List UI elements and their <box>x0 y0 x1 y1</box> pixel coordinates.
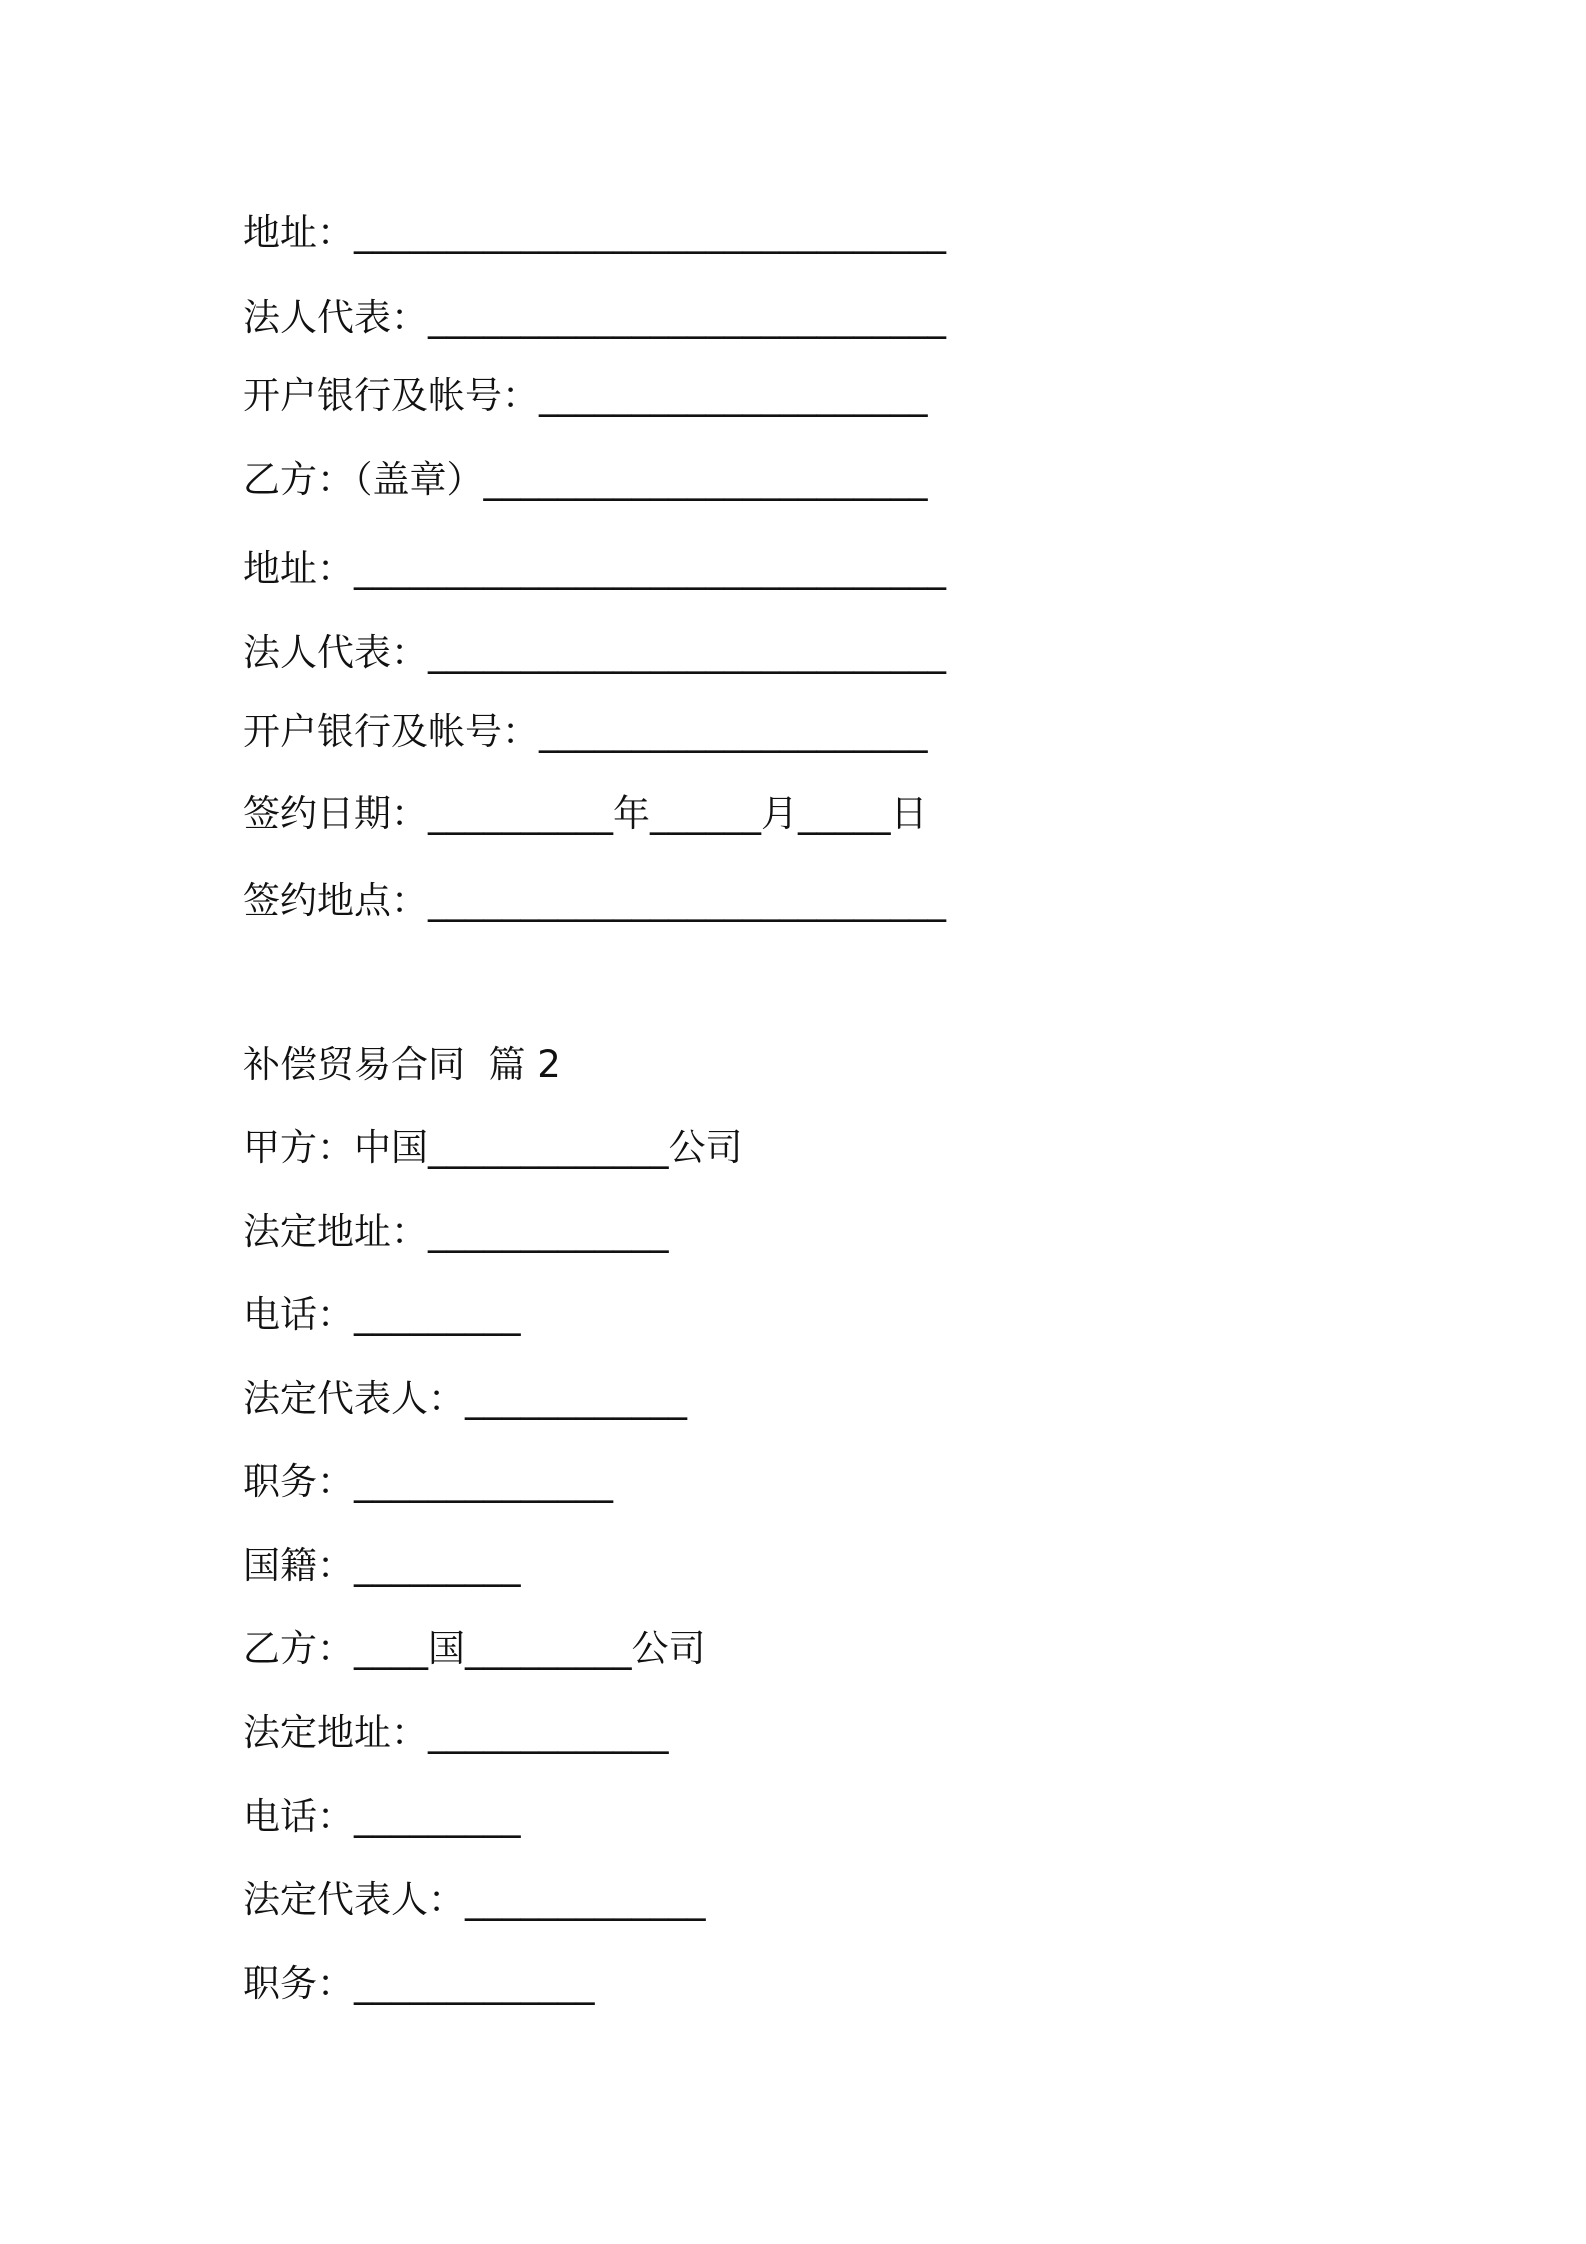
party-b-legal-address-line: 法定地址：_____________ <box>243 1711 669 1754</box>
party-a-bank-line: 开户银行及帐号：_____________________ <box>243 374 928 417</box>
party-a-phone-line: 电话：_________ <box>243 1293 521 1336</box>
party-a-legal-rep-line: 法定代表人：____________ <box>243 1377 687 1420</box>
party-a-legal-address-line: 法定地址：_____________ <box>243 1210 669 1253</box>
party-a-nationality-line: 国籍：_________ <box>243 1544 521 1587</box>
party-a-address-line: 地址：________________________________ <box>243 211 946 254</box>
party-b-phone-line: 电话：_________ <box>243 1795 521 1838</box>
party-b-seal-line: 乙方：（盖章）________________________ <box>243 458 928 501</box>
party-b-bank-line: 开户银行及帐号：_____________________ <box>243 710 928 753</box>
party-b-position-line: 职务：_____________ <box>243 1962 595 2005</box>
party-b-address-line: 地址：________________________________ <box>243 547 946 590</box>
section-title: 补偿贸易合同 篇 2 <box>243 1043 561 1086</box>
party-b-legal-rep-line: 法定代表人：_____________ <box>243 1878 706 1921</box>
party-b-company-line: 乙方：____国_________公司 <box>243 1627 706 1670</box>
party-a-legal-rep-line: 法人代表：____________________________ <box>243 296 946 339</box>
party-a-position-line: 职务：______________ <box>243 1460 613 1503</box>
party-a-company-line: 甲方：中国_____________公司 <box>243 1126 743 1169</box>
sign-date-line: 签约日期：__________年______月_____日 <box>243 792 928 835</box>
party-b-legal-rep-line: 法人代表：____________________________ <box>243 631 946 674</box>
sign-place-line: 签约地点：____________________________ <box>243 879 946 922</box>
